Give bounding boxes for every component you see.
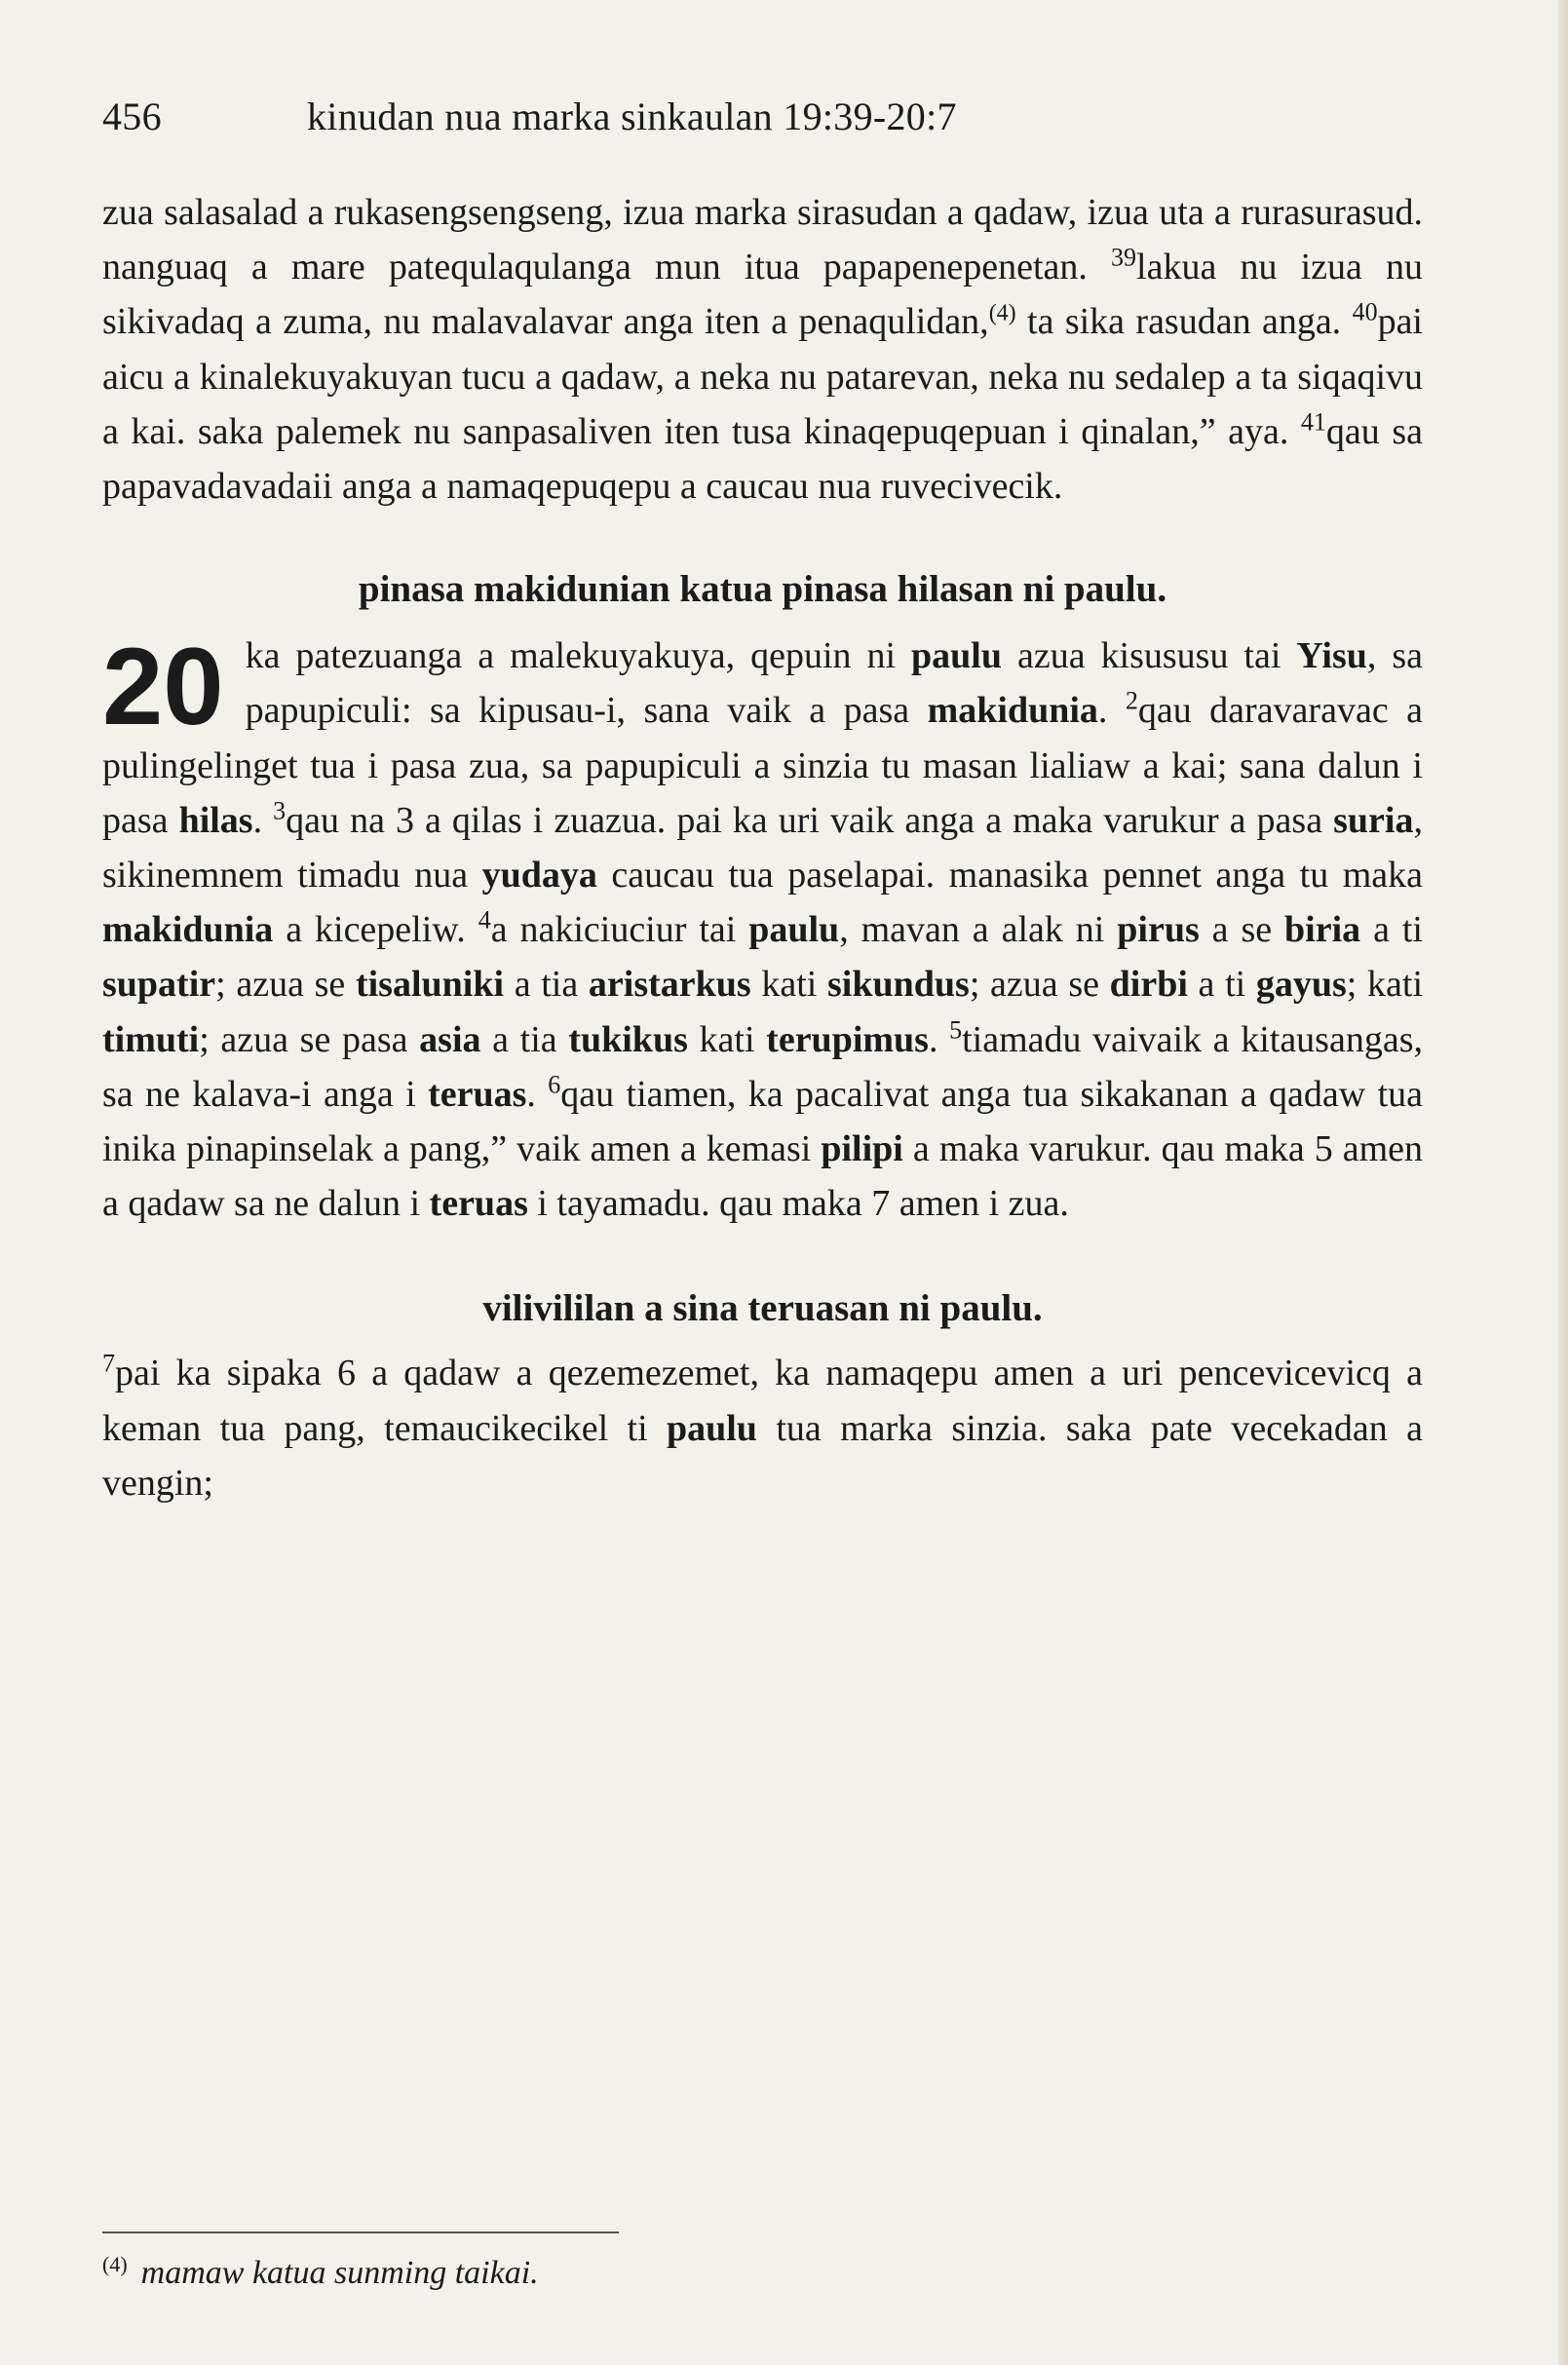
text-run: a kicepeliw.: [273, 909, 478, 951]
section-heading: pinasa makidunian katua pinasa hilasan ni paulu.: [358, 568, 1167, 611]
text-run: , sa papupiculi: sa kipusau-i, sana vaik a pasa: [245, 635, 1423, 732]
text-run: tua marka sinzia. saka pate vecekadan a vengin;: [102, 1407, 1423, 1504]
text-run: a tia: [480, 1018, 569, 1060]
text-run: .: [526, 1073, 549, 1115]
section-heading: vilivililan a sina teruasan ni paulu.: [482, 1287, 1043, 1330]
footnote-mark: (4): [102, 2251, 128, 2276]
footnote-divider: [102, 2231, 619, 2233]
name-supatir: supatir: [102, 964, 216, 1006]
text-run: kati: [687, 1018, 767, 1060]
name-terupimus: terupimus: [766, 1018, 929, 1060]
text-run: .: [1097, 690, 1126, 732]
paragraph-20-1: [102, 626, 1424, 1231]
name-teruas: teruas: [428, 1073, 527, 1115]
text-run: qau na 3 a qilas i zuazua. pai ka uri vaik anga a maka varukur a pasa: [286, 799, 1334, 841]
verse-number: 5: [949, 1014, 963, 1044]
name-makidunia: makidunia: [102, 909, 274, 951]
name-yudaya: yudaya: [481, 855, 597, 896]
name-tisaluniki: tisaluniki: [355, 964, 505, 1006]
text-run: a tia: [504, 964, 589, 1006]
text-run: ta sika rasudan anga.: [1015, 301, 1353, 343]
page-edge: [1558, 0, 1568, 2365]
text-run: ka patezuanga a malekuyakuya, qepuin ni: [245, 635, 912, 677]
chapter-number: 20: [102, 626, 224, 748]
text-run: , mavan a alak ni: [839, 909, 1118, 951]
name-timuti: timuti: [102, 1018, 200, 1060]
text-run: ; kati: [1346, 964, 1424, 1006]
name-paulu: paulu: [911, 635, 1002, 677]
paragraph-19-39: [102, 185, 1423, 514]
verse-number: 4: [478, 905, 491, 935]
text-run: qau sa papavadavadaii anga a namaqepuqepu a caucau nua ruvecivecik.: [102, 410, 1423, 508]
name-gayus: gayus: [1255, 964, 1347, 1006]
text-run: tiamadu vaivaik a kitausangas, sa ne kalava-i anga i: [102, 1018, 1423, 1115]
text-run: azua kisususu tai: [1002, 635, 1297, 677]
text-run: ; azua se: [969, 964, 1110, 1006]
name-biria: biria: [1284, 909, 1361, 951]
body-text: [102, 185, 1423, 1510]
name-yisu: Yisu: [1296, 635, 1367, 677]
verse-number: 39: [1111, 243, 1137, 272]
verse-number: 6: [548, 1070, 561, 1099]
text-run: caucau tua paselapai. manasika pennet anga tu maka: [596, 855, 1423, 896]
text-run: zua salasalad a rukasengsengseng, izua marka sirasudan a qadaw, izua uta a rurasurasud. nanguaq a mare patequlaqulanga mun itua papapenepenetan.: [102, 192, 1423, 288]
name-makidunia: makidunia: [927, 690, 1098, 732]
text-run: a ti: [1187, 964, 1256, 1006]
text-run: a nakiciuciur tai: [490, 909, 749, 951]
verse-number: 41: [1300, 407, 1326, 437]
page-number: 456: [102, 95, 162, 138]
text-run: ; azua se: [215, 964, 356, 1006]
text-run: ; azua se pasa: [199, 1018, 420, 1060]
name-teruas: teruas: [429, 1183, 528, 1225]
name-aristarkus: aristarkus: [588, 964, 751, 1006]
text-run: lakua nu izua nu sikivadaq a zuma, nu malavalavar anga iten a penaqulidan,: [102, 247, 1423, 343]
paragraph-20-7: [102, 1346, 1423, 1510]
name-pilipi: pilipi: [821, 1128, 903, 1170]
text-run: a maka varukur. qau maka 5 amen a qadaw sa ne dalun i: [102, 1128, 1424, 1225]
text-run: .: [252, 799, 274, 841]
name-asia: asia: [419, 1018, 481, 1060]
name-dirbi: dirbi: [1109, 964, 1188, 1006]
verse-number: 3: [273, 796, 287, 825]
text-run: pai ka sipaka 6 a qadaw a qezemezemet, ka namaqepu amen a uri pencevicevicq a keman tua pang, temaucikecikel ti: [102, 1353, 1423, 1449]
text-run: qau daravaravac a pulingelinget tua i pasa zua, sa papupiculi a sinzia tu masan lialiaw a kai; sana dalun i pasa: [102, 690, 1423, 841]
text-run: a se: [1199, 909, 1285, 951]
text-run: pai aicu a kinalekuyakuyan tucu a qadaw, a neka nu patarevan, neka nu sedalep a ta siqaqivu a kai. saka palemek nu sanpasaliven iten tusa kinaqepuqepuan i qinalan,” aya.: [102, 301, 1423, 452]
footnote: [102, 2253, 539, 2294]
text-run: kati: [750, 964, 828, 1006]
text-run: , sikinemnem timadu nua: [102, 799, 1423, 896]
text-run: qau tiamen, ka pacalivat anga tua sikakanan a qadaw tua inika pinapinselak a pang,” vaik amen a kemasi: [102, 1073, 1424, 1170]
verse-number: 2: [1125, 686, 1138, 715]
name-suria: suria: [1333, 799, 1414, 841]
name-sikundus: sikundus: [827, 964, 970, 1006]
name-hilas: hilas: [178, 799, 253, 841]
footnote-reference: (4): [988, 300, 1016, 326]
name-paulu: paulu: [748, 909, 840, 951]
text-run: .: [928, 1018, 950, 1060]
running-title: kinudan nua marka sinkaulan 19:39-20:7: [307, 95, 957, 138]
text-run: i tayamadu. qau maka 7 amen i zua.: [527, 1183, 1069, 1225]
running-header: [102, 94, 1467, 140]
footnote-text: mamaw katua sunming taikai.: [140, 2255, 539, 2291]
name-pirus: pirus: [1117, 909, 1200, 951]
verse-number: 7: [102, 1349, 115, 1378]
text-run: a ti: [1360, 909, 1423, 951]
name-tukikus: tukikus: [568, 1018, 688, 1060]
verse-number: 40: [1352, 297, 1378, 326]
name-paulu: paulu: [666, 1407, 757, 1449]
